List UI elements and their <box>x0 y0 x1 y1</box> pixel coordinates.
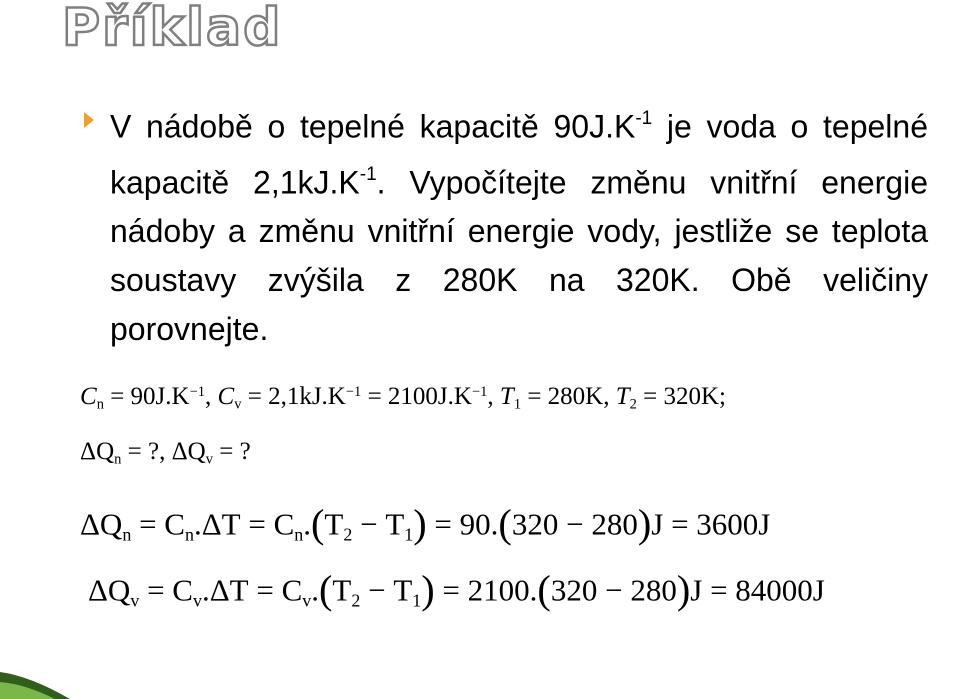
eq-v-result: 84000J <box>735 572 825 608</box>
eq-v-t1-subscript: 1 <box>412 590 422 611</box>
t2-subscript: 2 <box>629 396 637 413</box>
decorative-swoosh-icon <box>0 610 80 699</box>
eq-v-t2: T <box>332 572 352 608</box>
unknowns: $\Delta Q_n$ = ?, $\Delta Q_v$ = ? <box>80 438 251 468</box>
eq-n-c-2: C <box>273 506 295 542</box>
qn-unknown: ? <box>148 438 160 465</box>
eq-n-c-2-subscript: n <box>294 524 304 545</box>
bullet-arrow-icon <box>84 112 94 128</box>
eq-v-a: 320 <box>550 572 598 608</box>
eq-v-t2-subscript: 2 <box>351 590 361 611</box>
slide-title: Příklad <box>62 0 283 58</box>
t2-symbol: T <box>615 383 630 410</box>
cv-value-converted: 2100J.K <box>387 383 472 410</box>
equation-water: $\Delta Q_v = C_v.\Delta T = C_v.(T_2 - T_1) = 2100.(320 - 280)J = 84000J$ <box>88 567 825 612</box>
eq-n-c: C <box>164 506 185 542</box>
eq-v-b: 280 <box>630 572 677 608</box>
eq-v-c-subscript: v <box>192 590 202 611</box>
eq-n-c-subscript: n <box>184 524 194 545</box>
eq-n-t2-subscript: 2 <box>343 524 353 545</box>
cv-value: 2,1kJ.K <box>268 383 346 410</box>
eq-n-t2: T <box>324 506 344 542</box>
eq-n-b: 280 <box>591 506 638 542</box>
eq-n-t1: T <box>385 506 405 542</box>
eq-v-unit: J <box>690 572 703 608</box>
task-exponent-2: -1 <box>359 163 377 185</box>
eq-v-lhs: ΔQ <box>88 572 131 608</box>
task-text-2: je voda o tepelné kapacitě 2,1kJ.K <box>110 108 929 201</box>
qn-subscript: n <box>114 451 122 468</box>
cn-exponent: −1 <box>189 384 206 401</box>
eq-n-lhs-subscript: n <box>122 524 132 545</box>
cv-exponent-2: −1 <box>471 384 488 401</box>
eq-n-a: 320 <box>511 506 559 542</box>
eq-n-t1-subscript: 1 <box>404 524 414 545</box>
eq-n-dt: ΔT <box>201 506 241 542</box>
eq-v-c: C <box>172 572 193 608</box>
eq-v-c-2: C <box>281 572 303 608</box>
eq-v-c-2-subscript: v <box>302 590 312 611</box>
cv-exponent: −1 <box>345 384 362 401</box>
cv-symbol: C <box>217 383 235 410</box>
eq-v-lhs-subscript: v <box>130 590 140 611</box>
task-text-3: . Vypočítejte změnu vnitřní energie nádoby a změnu vnitřní energie vody, jestliže se teplota soustavy zvýšila z 280K na 320K. Obě veličiny porovnejte. <box>110 164 929 348</box>
cv-subscript: v <box>234 396 242 413</box>
task-exponent-1: -1 <box>635 108 653 129</box>
t2-value: 320K; <box>663 383 726 410</box>
eq-v-t1: T <box>393 572 413 608</box>
eq-n-unit: J <box>651 506 664 542</box>
eq-n-result: 3600J <box>696 506 771 542</box>
eq-v-coefficient: 2100. <box>467 572 538 608</box>
eq-v-dt: ΔT <box>209 572 249 608</box>
equation-vessel: $\Delta Q_n = C_n.\Delta T = C_n.(T_2 - T_1) = 90.(320 - 280)J = 3600J$ <box>80 501 771 546</box>
cn-value: 90J.K <box>130 383 190 410</box>
cn-subscript: n <box>96 396 104 413</box>
t1-value: 280K <box>547 383 604 410</box>
task-paragraph <box>110 96 928 354</box>
qv-unknown: ? <box>239 438 251 465</box>
qn-symbol: ΔQ <box>80 438 115 465</box>
eq-n-lhs: ΔQ <box>80 506 123 542</box>
cn-symbol: C <box>80 383 97 410</box>
t1-symbol: T <box>499 383 514 410</box>
t1-subscript: 1 <box>513 396 522 413</box>
qv-symbol: ΔQ <box>171 438 206 465</box>
given-values: $C_n = 90J.K^{-1}$, $C_v = 2,1kJ.K^{-1} = 2100J.K^{-1}$, $T_1 = 280K$, $T_2 = 320K$; <box>80 383 726 413</box>
task-text-1: V nádobě o tepelné kapacitě 90J.K <box>110 108 636 145</box>
qv-subscript: v <box>205 451 213 468</box>
eq-n-coefficient: 90. <box>459 506 499 542</box>
